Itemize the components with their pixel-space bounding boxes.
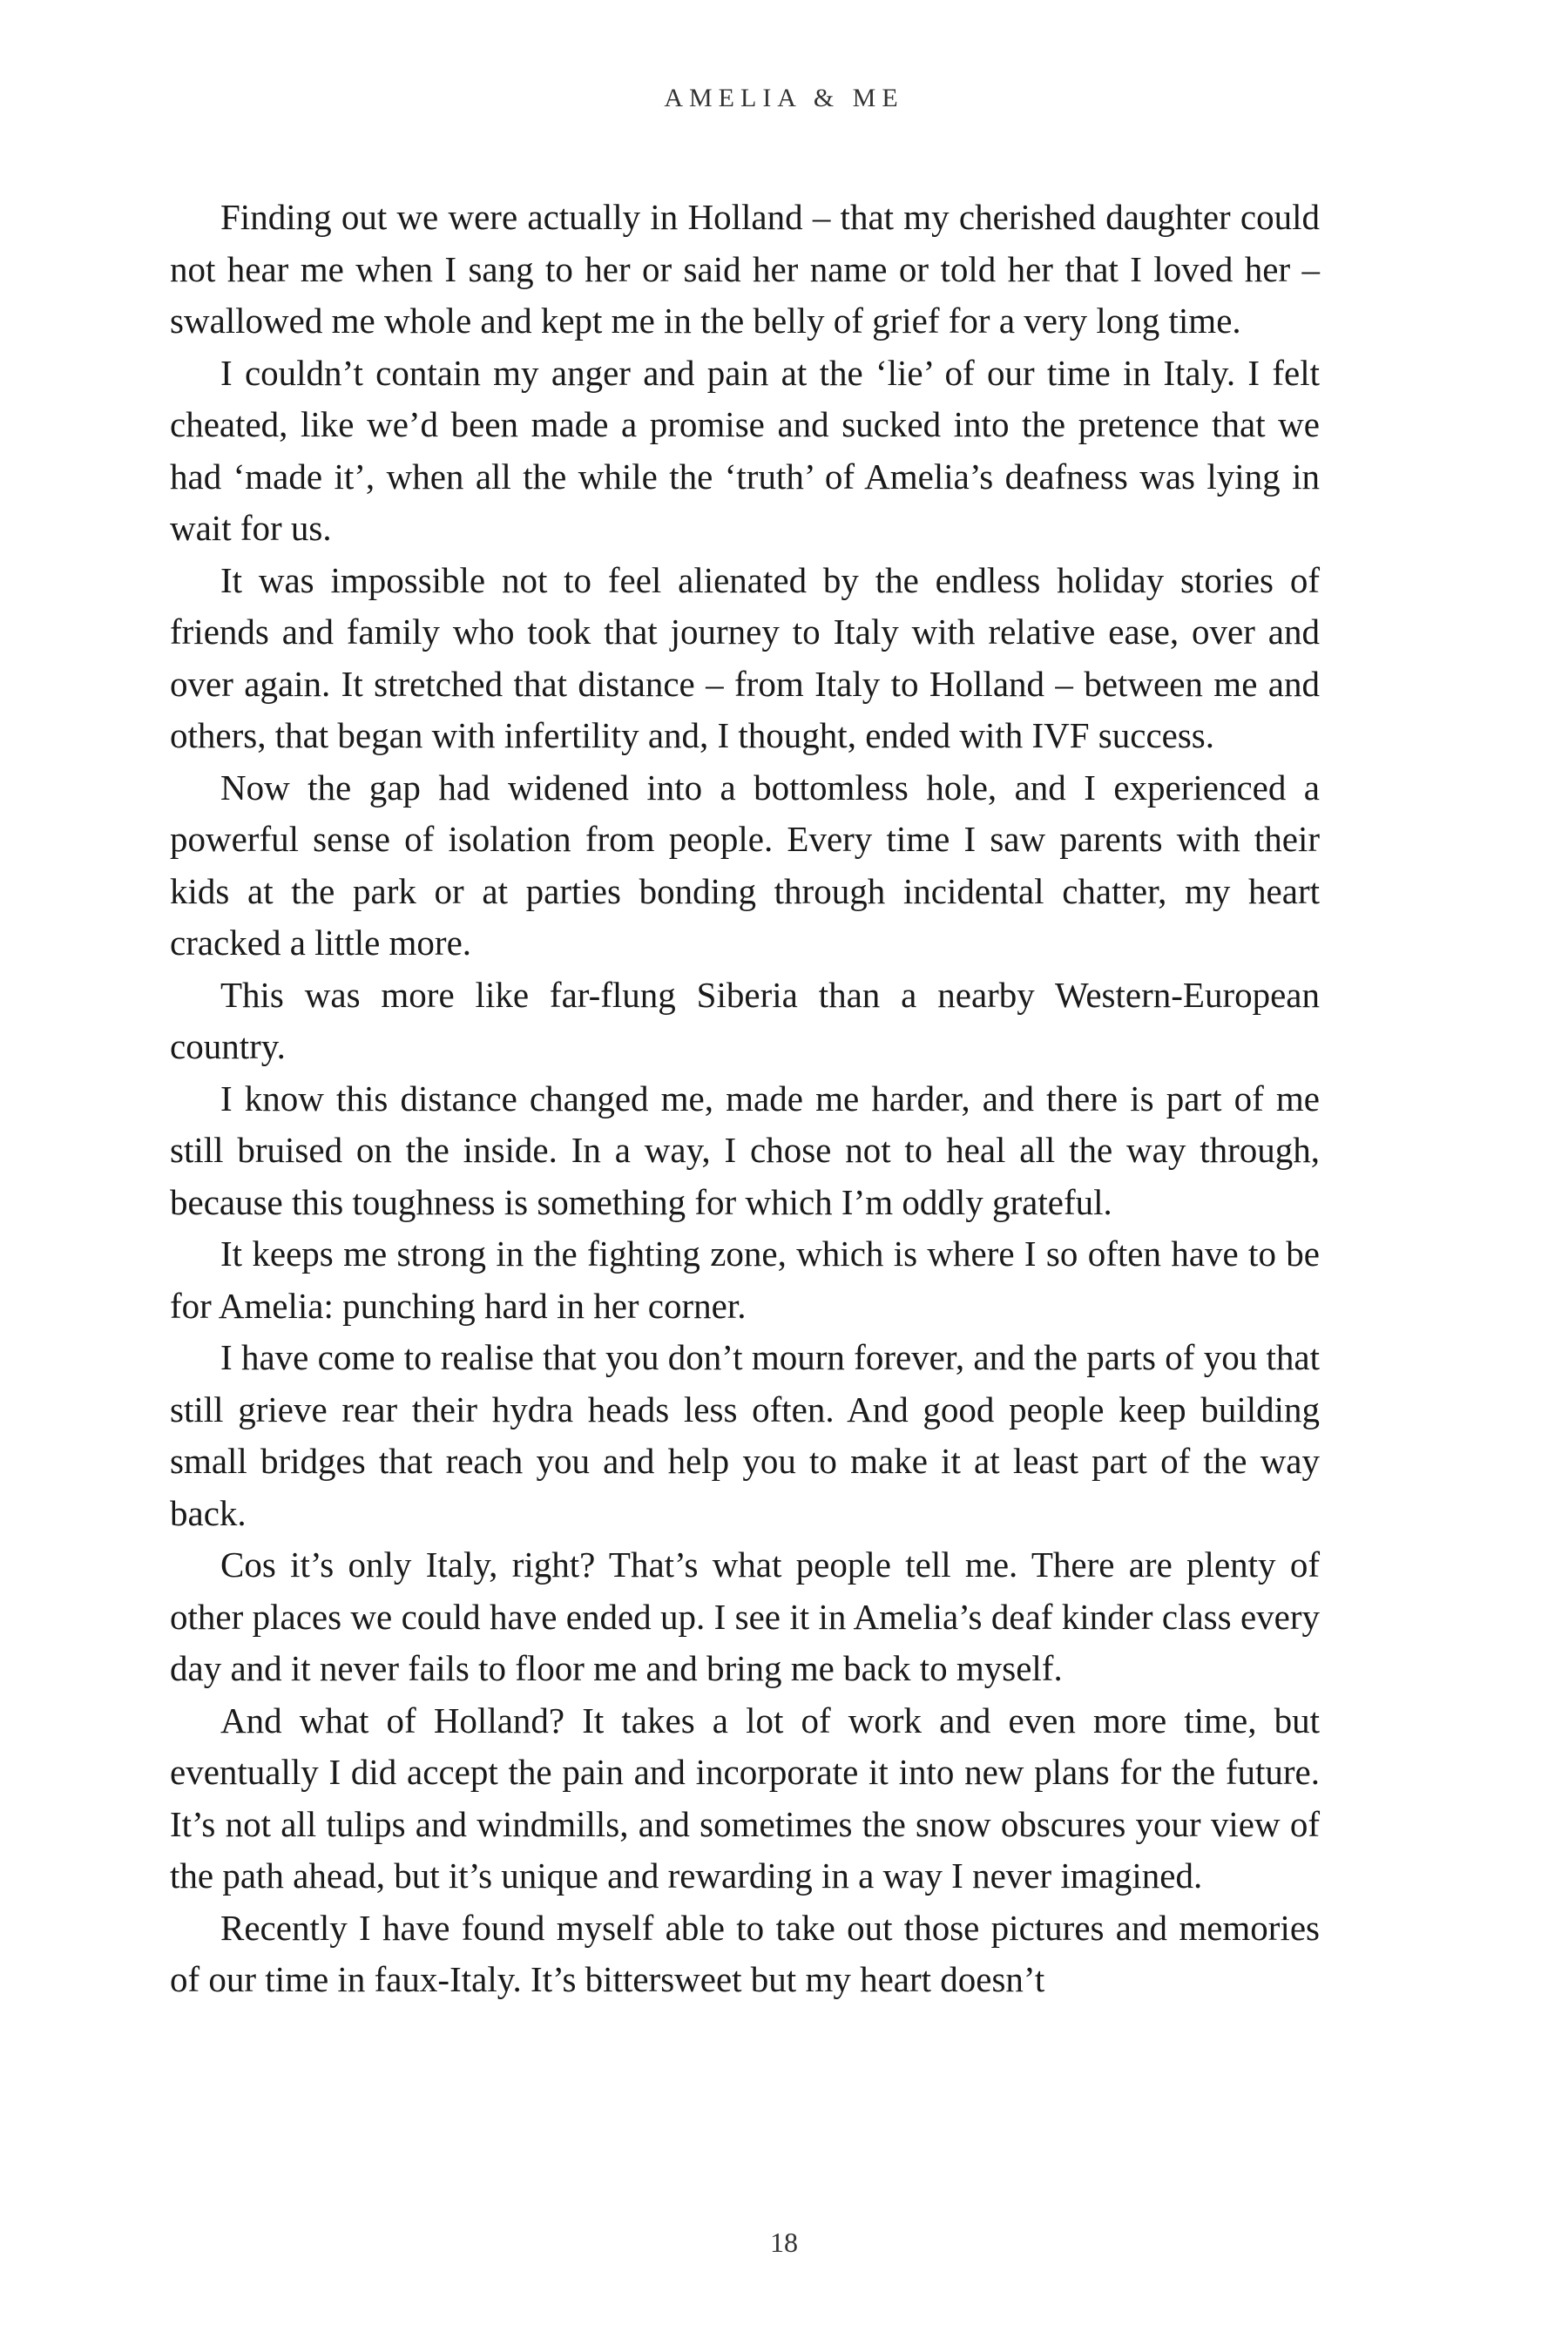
paragraph: Cos it’s only Italy, right? That’s what people tell me. There are plenty of other places we could have ended up. I see it in Amelia’s deaf kinder class every day and it never fails to floor me and bring me back to myself. xyxy=(170,1544,1320,1688)
paragraph: I couldn’t contain my anger and pain at the ‘lie’ of our time in Italy. I felt cheated, like we’d been made a promise and sucked into the pretence that we had ‘made it’, when all the while the ‘truth’ of Amelia’s deafness was lying in wait for us. xyxy=(170,352,1320,548)
paragraph: Recently I have found myself able to take out those pictures and memories of our time in faux-Italy. It’s bittersweet but my heart doesn’t xyxy=(170,1907,1320,1999)
paragraph: I know this distance changed me, made me harder, and there is part of me still bruised on the inside. In a way, I chose not to heal all the way through, because this toughness is something for which I’m oddly grateful. xyxy=(170,1078,1320,1222)
paragraph: I have come to realise that you don’t mourn forever, and the parts of you that still grieve rear their hydra heads less often. And good people keep building small bridges that reach you and help you to make it at least part of the way back. xyxy=(170,1337,1320,1533)
paragraph: And what of Holland? It takes a lot of work and even more time, but eventually I did accept the pain and incorporate it into new plans for the future. It’s not all tulips and windmills, and sometimes the snow obscures your view of the path ahead, but it’s unique and rewarding in a way I never imagined. xyxy=(170,1700,1320,1896)
paragraph: It was impossible not to feel alienated by the endless holiday stories of friends and family who took that journey to Italy with relative ease, over and over again. It stretched that distance – from Italy to Holland – between me and others, that began with infertility and, I thought, ended with IVF success. xyxy=(170,559,1320,755)
paragraph: Finding out we were actually in Holland – that my cherished daughter could not hear me when I sang to her or said her name or told her that I loved her – swallowed me whole and kept me in the belly of grief for a very long time. xyxy=(170,197,1320,341)
paragraph: It keeps me strong in the fighting zone, which is where I so often have to be for Amelia: punching hard in her corner. xyxy=(170,1233,1320,1326)
running-head: AMELIA & ME xyxy=(664,84,904,112)
paragraph: This was more like far-flung Siberia than a nearby Western-European country. xyxy=(170,974,1320,1066)
paragraph: Now the gap had widened into a bottomless hole, and I experienced a powerful sense of isolation from people. Every time I saw parents with their kids at the park or at parties bonding through incidental chatter, my heart cracked a little more. xyxy=(170,767,1320,963)
page-number: 18 xyxy=(770,2227,798,2258)
body-text xyxy=(170,192,1320,2006)
